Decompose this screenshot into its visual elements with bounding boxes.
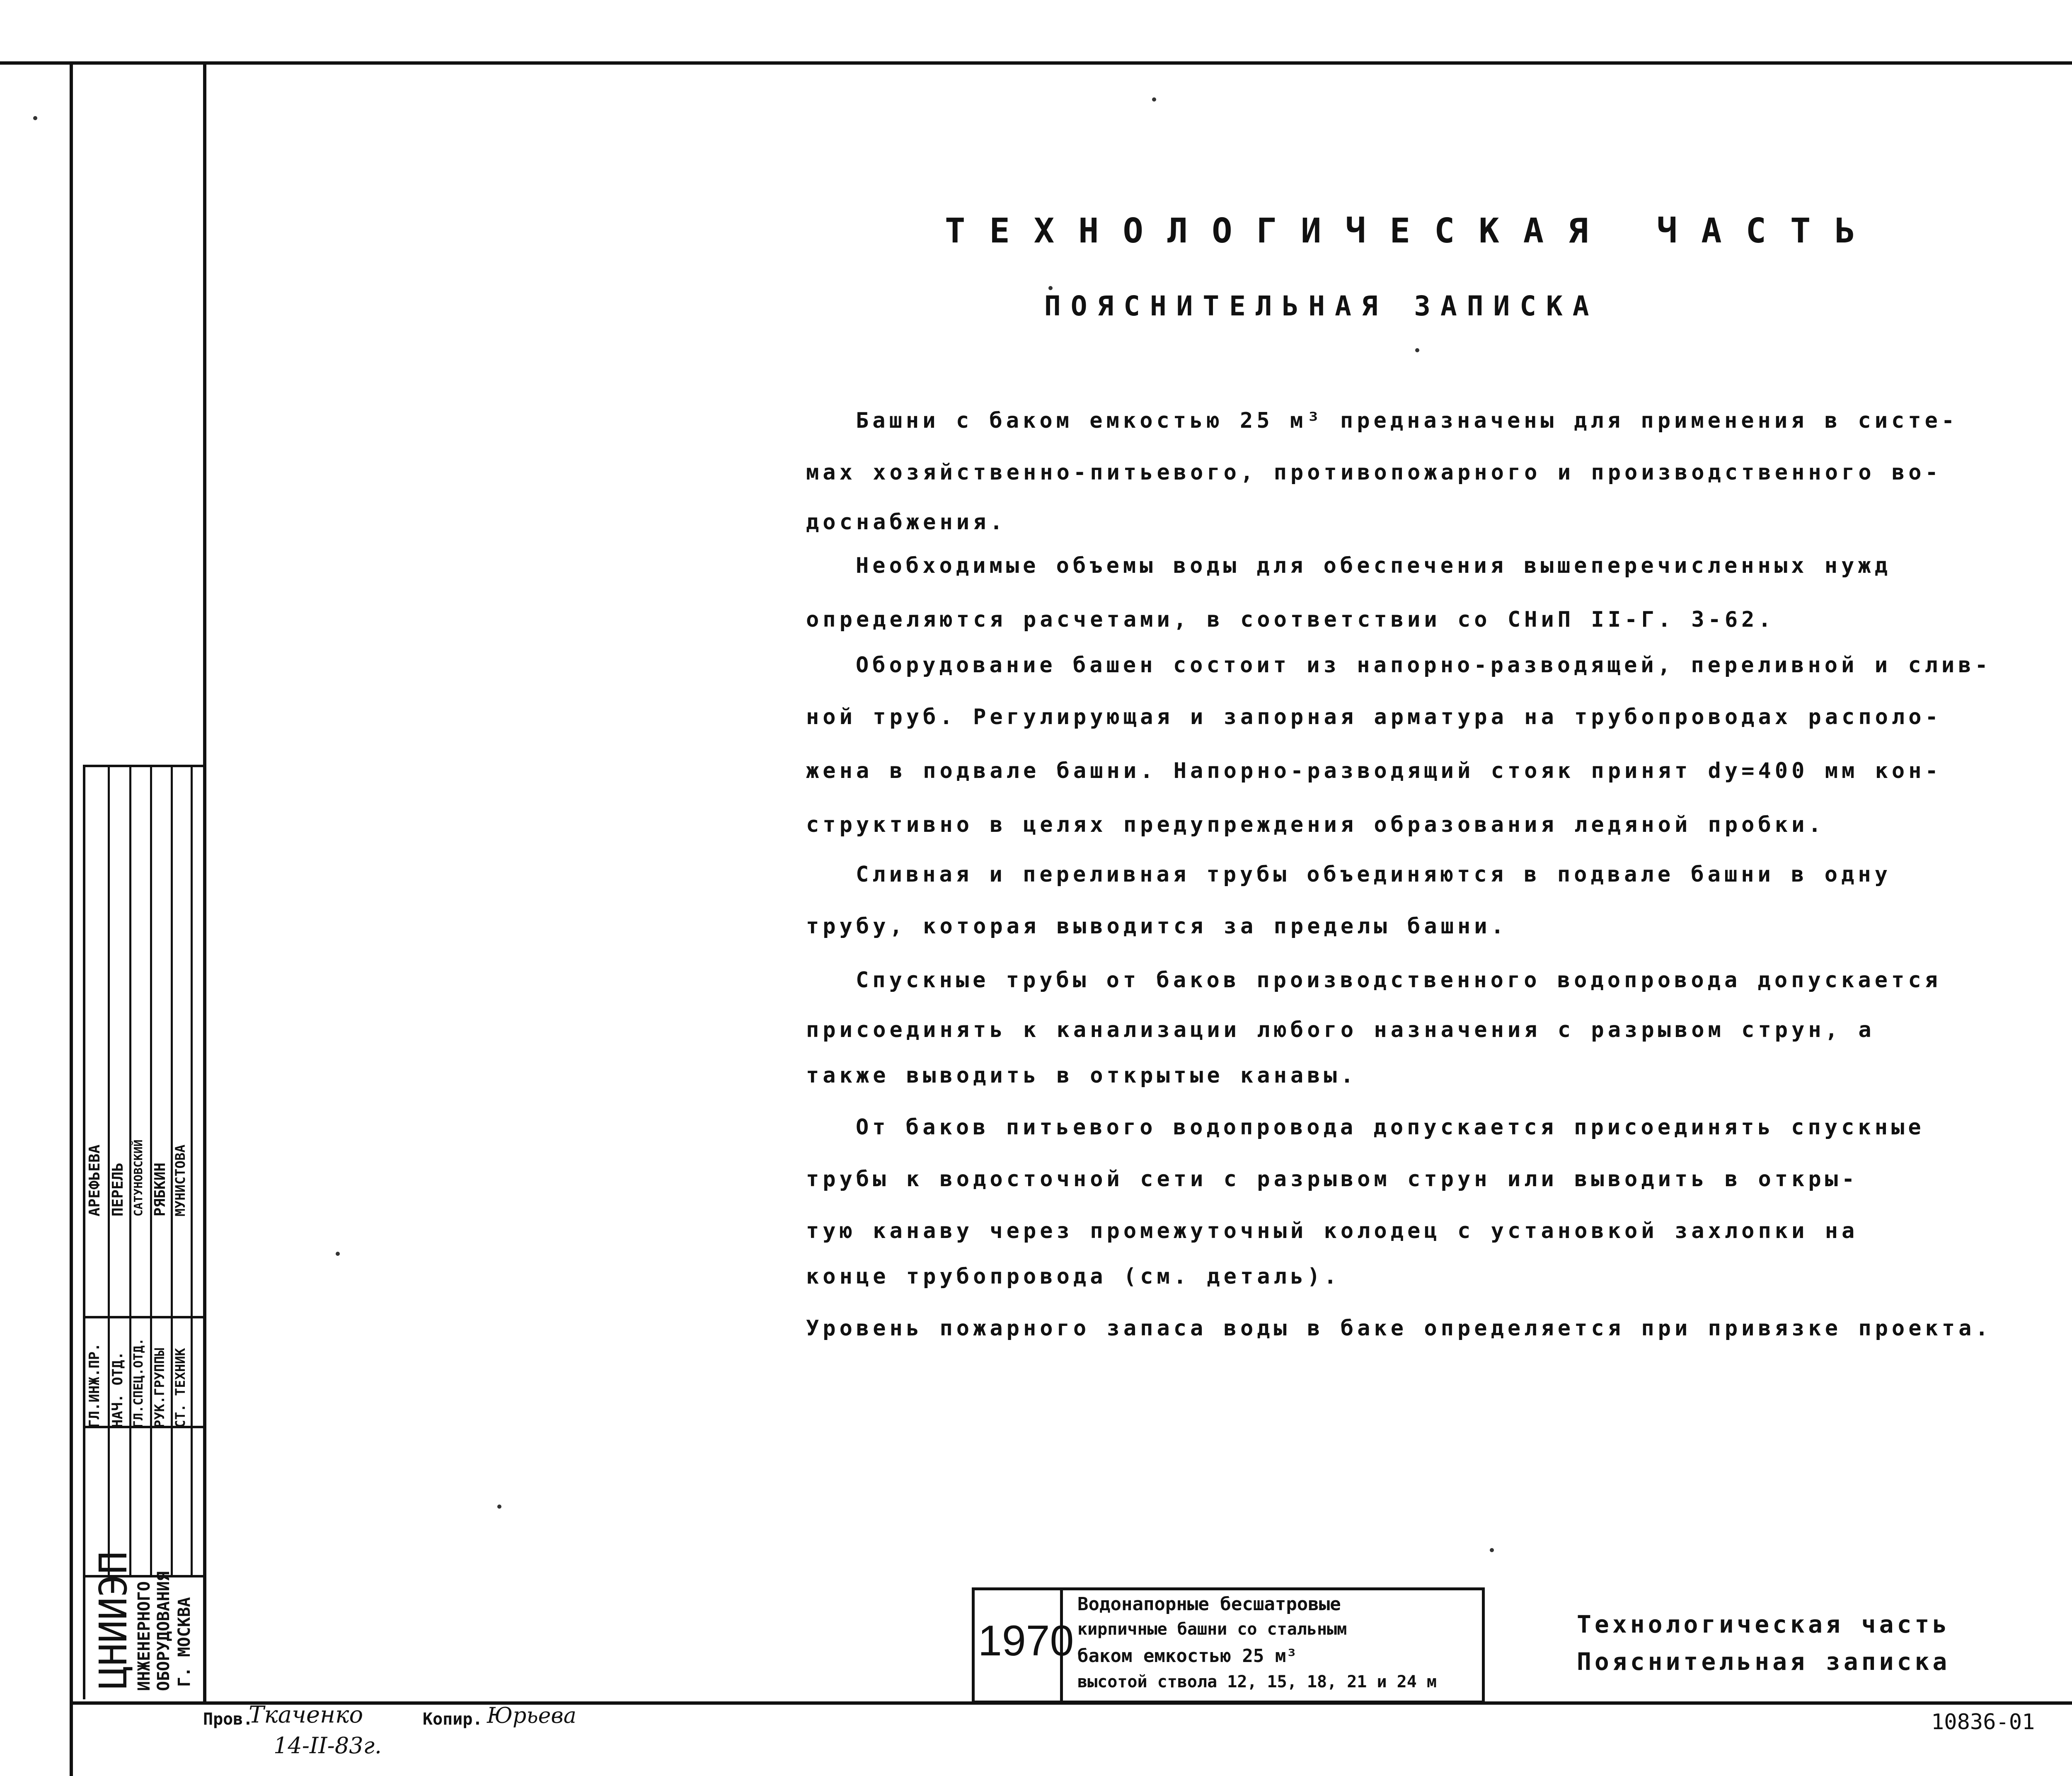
frame-left-inner	[203, 62, 206, 1703]
scan-speck	[1415, 348, 1419, 352]
body-line: трубу, которая выводится за пределы башни.	[806, 914, 1508, 939]
body-line: ной труб. Регулирующая и запорная арматура на трубопроводах располо-	[806, 705, 1942, 729]
org-line1: ИНЖЕНЕРНОГО	[135, 1581, 154, 1691]
tb-part-subtitle: Пояснительная записка	[1577, 1648, 1951, 1676]
org-line2: ОБОРУДОВАНИЯ	[154, 1571, 173, 1691]
tb-year: 1970	[978, 1617, 1074, 1665]
document-number: 10836-01	[1931, 1710, 2035, 1735]
tb-description-line: Водонапорные бесшатровые	[1077, 1594, 1341, 1615]
stamp-line	[191, 765, 193, 1577]
body-line: определяются расчетами, в соответствии со СНиП II-Г. 3-62.	[806, 607, 1775, 632]
stamp-name: ПЕРЕЛЬ	[109, 1162, 126, 1216]
scan-speck	[497, 1505, 501, 1509]
tb-description-line: высотой ствола 12, 15, 18, 21 и 24 м	[1077, 1672, 1437, 1691]
body-line: Спускные трубы от баков производственного водопровода допускается	[856, 968, 1941, 993]
scan-speck	[1490, 1548, 1494, 1552]
body-line: Оборудование башен состоит из напорно-разводящей, переливной и слив-	[856, 653, 1992, 678]
body-line: Сливная и переливная трубы объединяются в подвале башни в одну	[856, 862, 1892, 887]
body-line: трубы к водосточной сети с разрывом струн или выводить в откры-	[806, 1167, 1859, 1192]
frame-top-line	[0, 61, 2072, 65]
body-line: мах хозяйственно-питьевого, противопожарного и производственного во-	[806, 460, 1942, 485]
stamp-role: РУК.ГРУППЫ	[152, 1348, 167, 1428]
body-line: Башни с баком емкостью 25 м³ предназначены для применения в систе-	[856, 408, 1958, 433]
checked-signature: Ткаченко	[249, 1701, 363, 1728]
org-abbr: ЦНИИЭП	[91, 1551, 136, 1689]
body-line: конце трубопровода (см. деталь).	[806, 1264, 1341, 1289]
frame-left-outer	[70, 62, 73, 1776]
scan-speck	[336, 1252, 340, 1256]
tb-description-line: кирпичные башни со стальным	[1077, 1620, 1347, 1639]
stamp-name: МУНИСТОВА	[172, 1144, 188, 1216]
approval-stamp	[83, 765, 199, 1697]
copy-signature: Юрьева	[487, 1703, 576, 1728]
body-line: присоединять к канализации любого назначения с разрывом струн, а	[806, 1018, 1875, 1042]
stamp-name: АРЕФЬЕВА	[86, 1144, 103, 1216]
stamp-role: НАЧ. ОТД.	[109, 1351, 126, 1428]
body-line: жена в подвале башни. Напорно-разводящий стояк принят dy=400 мм кон-	[806, 758, 1942, 783]
body-line: структивно в целях предупреждения образования ледяной пробки.	[806, 812, 1825, 837]
stamp-role: ГЛ.СПЕЦ.ОТД.	[131, 1338, 146, 1428]
tb-part-title: Технологическая часть	[1577, 1610, 1951, 1638]
copy-label: Копир.	[423, 1710, 483, 1729]
checked-label: Пров.	[203, 1710, 253, 1729]
checked-date: 14-II-83г.	[274, 1732, 382, 1759]
body-line: От баков питьевого водопровода допускается присоединять спускные	[856, 1115, 1925, 1140]
body-line: Уровень пожарного запаса воды в баке определяется при привязке проекта.	[806, 1316, 1992, 1341]
body-line: Необходимые объемы воды для обеспечения вышеперечисленных нужд	[856, 553, 1892, 578]
stamp-line	[83, 765, 203, 767]
stamp-role: СТ. ТЕХНИК	[172, 1348, 188, 1428]
scan-speck	[1152, 97, 1156, 102]
body-line: также выводить в открытые канавы.	[806, 1063, 1358, 1088]
scan-speck	[1048, 286, 1053, 290]
body-line: доснабжения.	[806, 510, 1007, 535]
body-line: тую канаву через промежуточный колодец с установкой захлопки на	[806, 1219, 1859, 1243]
page-subtitle: ПОЯСНИТЕЛЬНАЯ ЗАПИСКА	[1044, 290, 1599, 322]
stamp-name: САТУНОВСКИЙ	[131, 1139, 145, 1216]
scan-speck	[33, 116, 37, 120]
stamp-line	[83, 765, 85, 1699]
tb-description-line: баком емкостью 25 м³	[1077, 1645, 1297, 1667]
stamp-role: ГЛ.ИНЖ.ПР.	[86, 1343, 103, 1428]
tb-part-cell	[1482, 1587, 2072, 1703]
org-city: Г. МОСКВА	[175, 1597, 194, 1687]
page-title: ТЕХНОЛОГИЧЕСКАЯ ЧАСТЬ	[945, 211, 1879, 251]
stamp-line	[83, 1316, 203, 1318]
stamp-name: РЯБКИН	[152, 1162, 169, 1216]
